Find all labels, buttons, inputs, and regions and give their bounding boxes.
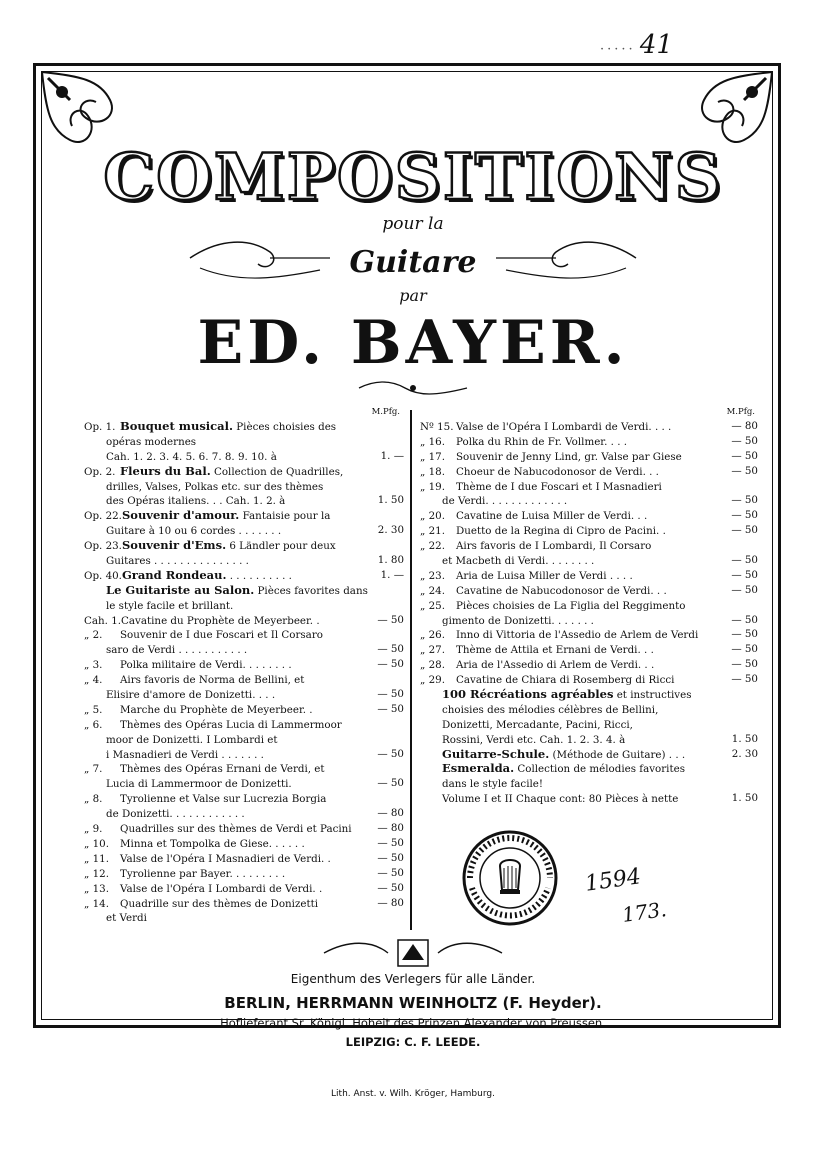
entry-text [84, 836, 352, 852]
catalogue-entry [420, 627, 758, 642]
catalogue-entry [420, 776, 758, 791]
entry-text [420, 627, 706, 643]
entry-description: gimento de Donizetti. . . . . . . [442, 614, 594, 627]
entry-description: Quadrilles sur des thèmes de Verdi et Pacini [120, 823, 352, 836]
entry-description: Pièces favorites dans [254, 584, 368, 597]
entry-description: Collection de Quadrilles, [210, 465, 344, 478]
entry-number: „ 2. [84, 629, 103, 642]
entry-description: Tyrolienne par Bayer. . . . . . . . . [120, 867, 286, 880]
entry-text [84, 791, 352, 807]
entry-price: — 50 [731, 568, 758, 581]
entry-price: — 50 [731, 554, 758, 567]
entry-text [84, 598, 352, 614]
publisher-emblem [318, 936, 508, 970]
entry-price: 1. 50 [731, 732, 758, 745]
entry-price: — 50 [731, 494, 758, 507]
composer-name: ED. BAYER. [197, 308, 629, 378]
entry-text [84, 627, 352, 643]
entry-number: „ 10. [84, 837, 109, 850]
entry-description: et Verdi [106, 912, 147, 925]
entry-text [84, 508, 352, 524]
entry-text [84, 851, 352, 867]
catalogue-entry [420, 538, 758, 553]
catalogue-entry [84, 627, 404, 642]
publisher-warrant: Hoflieferant Sr. Königl. Hoheit des Prinzen Alexander von Preussen. [220, 1016, 606, 1030]
catalogue-entry [84, 553, 404, 568]
divider-ornament [355, 378, 471, 398]
column-divider [410, 410, 412, 930]
left-catalogue-column [84, 419, 404, 925]
entry-number: „ 25. [420, 599, 445, 612]
entry-text [84, 523, 352, 539]
entry-number: „ 16. [420, 435, 445, 448]
entry-description: 6 Ländler pour deux [226, 540, 336, 553]
catalogue-entry [84, 821, 404, 836]
entry-description: Valse de l'Opéra I Masnadieri de Verdi. . [120, 852, 331, 865]
entry-description: Tyrolienne et Valse sur Lucrezia Borgia [120, 793, 327, 806]
entry-number: „ 28. [420, 659, 445, 672]
publisher-rights: Eigenthum des Verlegers für alle Länder. [290, 972, 536, 986]
entry-text [420, 776, 706, 792]
publisher-leipzig: LEIPZIG: C. F. LEEDE. [345, 1035, 481, 1049]
entry-number: „ 18. [420, 465, 445, 478]
entry-description: i Masnadieri de Verdi . . . . . . . [106, 748, 264, 761]
entry-text [420, 493, 706, 509]
entry-description: Polka du Rhin de Fr. Vollmer. . . . [456, 435, 628, 448]
entry-description: Donizetti, Mercadante, Pacini, Ricci, [442, 718, 633, 731]
entry-description: Marche du Prophète de Meyerbeer. . [120, 703, 313, 716]
entry-text [84, 821, 352, 837]
entry-price: — 50 [731, 628, 758, 641]
right-catalogue-column [420, 419, 758, 806]
entry-number: „ 7. [84, 763, 103, 776]
entry-description: choisies des mélodies célèbres de Bellini, [442, 703, 659, 716]
entry-description: Aria de l'Assedio di Arlem de Verdi. . . [456, 659, 655, 672]
catalogue-entry [84, 613, 404, 628]
catalogue-entry [420, 687, 758, 702]
entry-text [420, 672, 706, 688]
entry-text [84, 881, 352, 897]
entry-text [420, 642, 706, 658]
catalogue-entry [420, 434, 758, 449]
entry-title: Grand Rondeau. [121, 567, 227, 582]
handwritten-shelfmark-top: 1594 [583, 864, 643, 897]
entry-price: 1. 50 [731, 792, 758, 805]
entry-text [84, 553, 352, 569]
entry-price: 1. 80 [377, 554, 404, 567]
entry-number: „ 14. [84, 897, 109, 910]
entry-description: moor de Donizetti. I Lombardi et [106, 733, 278, 746]
entry-price: — 50 [377, 643, 404, 656]
entry-description: saro de Verdi . . . . . . . . . . . [106, 644, 248, 657]
entry-text [420, 568, 706, 584]
currency-header-right: M.Pfg. [726, 407, 755, 417]
catalogue-entry [420, 553, 758, 568]
publisher-name: BERLIN, HERRMANN WEINHOLTZ (F. Heyder). [224, 994, 602, 1012]
entry-text [84, 747, 352, 763]
entry-text [420, 761, 706, 777]
entry-text [420, 747, 706, 763]
entry-text [84, 672, 352, 688]
catalogue-entry [84, 642, 404, 657]
entry-price: — 80 [731, 420, 758, 432]
catalogue-note: ····· 41 [600, 30, 673, 60]
catalogue-entry [420, 479, 758, 494]
entry-description: Valse de l'Opéra I Lombardi de Verdi. . . . [456, 421, 672, 433]
catalogue-entry [84, 761, 404, 776]
catalogue-entry [84, 896, 404, 911]
catalogue-entry [84, 687, 404, 702]
entry-number: Op. 22. [84, 510, 122, 523]
entry-number: „ 26. [420, 629, 445, 642]
entry-text [84, 776, 352, 792]
entry-description: Thèmes des Opéras Lucia di Lammermoor [120, 718, 342, 731]
catalogue-entry [84, 583, 404, 598]
entry-price: 2. 30 [377, 524, 404, 537]
entry-number: „ 12. [84, 867, 109, 880]
entry-number: „ 22. [420, 540, 445, 553]
entry-price: — 50 [377, 866, 404, 879]
entry-text [420, 479, 706, 495]
catalogue-entry [84, 747, 404, 762]
entry-text [420, 613, 706, 629]
catalogue-entry [84, 836, 404, 851]
catalogue-entry [84, 717, 404, 732]
catalogue-entry [420, 598, 758, 613]
catalogue-entry [84, 493, 404, 508]
entry-text [84, 761, 352, 777]
catalogue-entry [420, 493, 758, 508]
entry-text [84, 806, 352, 822]
catalogue-entry [420, 464, 758, 479]
entry-number: Op. 23. [84, 540, 122, 553]
catalogue-entry [84, 598, 404, 613]
entry-description: et Macbeth di Verdi. . . . . . . . [442, 555, 595, 568]
entry-description: Airs favoris de I Lombardi, Il Corsaro [456, 540, 652, 553]
entry-text [420, 732, 706, 748]
catalogue-entry [84, 523, 404, 538]
pour-la-text: pour la [382, 214, 444, 234]
entry-description: dans le style facile! [442, 778, 544, 791]
entry-title: Souvenir d'Ems. [121, 538, 227, 553]
entry-price: — 50 [731, 434, 758, 447]
entry-description: Souvenir de Jenny Lind, gr. Valse par Giese [456, 450, 682, 463]
entry-description: Airs favoris de Norma de Bellini, et [120, 674, 305, 687]
entry-description: Duetto de la Regina di Cipro de Pacini. . [456, 525, 666, 538]
entry-description: Pièces choisies de La Figlia del Reggimento [456, 599, 686, 612]
entry-description: Fantaisie pour la [239, 510, 331, 523]
entry-price: — 50 [731, 449, 758, 462]
catalogue-entry [420, 747, 758, 762]
entry-description: Rossini, Verdi etc. Cah. 1. 2. 3. 4. à [442, 733, 626, 746]
entry-price: — 50 [377, 613, 404, 626]
catalogue-entry [420, 568, 758, 583]
par-text: par [399, 286, 427, 305]
entry-title: 100 Récréations agréables [442, 687, 614, 702]
entry-description: Cavatine du Prophète de Meyerbeer. . [121, 614, 320, 627]
entry-number: Cah. 1. [84, 614, 122, 627]
entry-text [420, 508, 706, 524]
entry-text [420, 598, 706, 614]
entry-title: Guitarre-Schule. [442, 746, 550, 761]
catalogue-entry [84, 881, 404, 896]
entry-text [420, 419, 706, 435]
entry-number: „ 9. [84, 823, 103, 836]
entry-price: 1. 50 [377, 494, 404, 507]
entry-description: Choeur de Nabucodonosor de Verdi. . . [456, 465, 659, 478]
entry-text [84, 910, 352, 926]
entry-title: Esmeralda. [442, 761, 515, 776]
entry-number: „ 19. [420, 480, 445, 493]
library-stamp [460, 828, 560, 928]
entry-price: — 50 [377, 836, 404, 849]
entry-description: drilles, Valses, Polkas etc. sur des thèmes [106, 480, 324, 493]
entry-text [84, 464, 352, 480]
entry-price: — 50 [731, 643, 758, 656]
entry-description: Valse de l'Opéra I Lombardi de Verdi. . [120, 882, 323, 895]
catalogue-entry [84, 434, 404, 449]
catalogue-entry [84, 806, 404, 821]
entry-number: „ 21. [420, 525, 445, 538]
catalogue-entry [420, 449, 758, 464]
catalogue-entry [420, 523, 758, 538]
catalogue-entry [420, 419, 758, 434]
entry-description: Aria de Luisa Miller de Verdi . . . . [456, 569, 633, 582]
entry-price: — 50 [377, 881, 404, 894]
entry-description: Thèmes des Opéras Ernani de Verdi, et [120, 763, 325, 776]
entry-description: Polka militaire de Verdi. . . . . . . . [120, 659, 292, 672]
entry-description: (Méthode de Guitare) . . . [549, 748, 686, 761]
entry-description: Quadrille sur des thèmes de Donizetti [120, 897, 319, 910]
entry-text [84, 702, 352, 718]
catalogue-entry [84, 568, 404, 583]
entry-text [84, 657, 352, 673]
catalogue-entry [84, 538, 404, 553]
instrument-title: Guitare [349, 245, 477, 280]
entry-number: „ 27. [420, 644, 445, 657]
entry-price: — 50 [377, 688, 404, 701]
entry-title: Le Guitariste au Salon. [106, 582, 255, 597]
entry-price: 1. — [380, 568, 404, 581]
entry-text [84, 538, 352, 554]
entry-number: „ 17. [420, 450, 445, 463]
entry-price: — 80 [377, 896, 404, 909]
catalogue-entry [84, 464, 404, 479]
entry-number: „ 8. [84, 793, 103, 806]
entry-price: — 80 [377, 807, 404, 820]
entry-number: Op. 40. [84, 569, 122, 582]
entry-description: Pièces choisies des [232, 421, 337, 433]
entry-description: Collection de mélodies favorites [514, 763, 685, 776]
entry-number: „ 24. [420, 584, 445, 597]
entry-number: Nº 15. [420, 421, 454, 433]
entry-description: et instructives [613, 689, 692, 702]
entry-price: — 50 [731, 509, 758, 522]
entry-text [84, 568, 352, 584]
entry-description: Cavatine de Nabucodonosor de Verdi. . . [456, 584, 667, 597]
entry-text [84, 434, 352, 450]
entry-price: — 50 [377, 747, 404, 760]
entry-text [420, 583, 706, 599]
catalogue-entry [420, 702, 758, 717]
entry-description: de Donizetti. . . . . . . . . . . . [106, 808, 245, 821]
entry-text [420, 434, 706, 450]
entry-price: 1. — [380, 449, 404, 462]
entry-description: des Opéras italiens. . . Cah. 1. 2. à [106, 495, 286, 508]
entry-description: Volume I et II Chaque cont: 80 Pièces à nette [442, 793, 679, 806]
catalogue-entry [84, 657, 404, 672]
catalogue-entry [84, 791, 404, 806]
entry-description: Inno di Vittoria de l'Assedio de Arlem de Verdi [456, 629, 699, 642]
entry-text [420, 657, 706, 673]
entry-text [84, 732, 352, 748]
entry-number: „ 13. [84, 882, 109, 895]
entry-text [420, 791, 706, 807]
entry-description: de Verdi. . . . . . . . . . . . . [442, 495, 568, 508]
catalogue-entry [84, 479, 404, 494]
entry-description: Cavatine de Luisa Miller de Verdi. . . [456, 510, 648, 523]
entry-description: le style facile et brillant. [106, 599, 234, 612]
catalogue-entry [420, 732, 758, 747]
entry-description: Guitares . . . . . . . . . . . . . . . [106, 555, 249, 568]
catalogue-entry [84, 851, 404, 866]
entry-number: „ 6. [84, 718, 103, 731]
currency-header-left: M.Pfg. [371, 407, 400, 417]
entry-description: Cah. 1. 2. 3. 4. 5. 6. 7. 8. 9. 10. à [106, 450, 277, 463]
entry-text [84, 896, 352, 912]
catalogue-entry [420, 791, 758, 806]
entry-text [84, 687, 352, 703]
catalogue-entry [420, 717, 758, 732]
entry-description: Lucia di Lammermoor de Donizetti. [106, 778, 292, 791]
catalogue-entry [84, 419, 404, 434]
entry-price: — 80 [377, 822, 404, 835]
entry-description: Minna et Tompolka de Giese. . . . . . [120, 837, 305, 850]
catalogue-entry [84, 702, 404, 717]
entry-text [84, 582, 368, 599]
entry-text [420, 449, 706, 465]
entry-text [84, 642, 352, 658]
entry-text [84, 717, 352, 733]
entry-title: Souvenir d'amour. [121, 508, 240, 523]
entry-text [84, 493, 352, 509]
entry-text [420, 538, 706, 554]
entry-price: — 50 [731, 613, 758, 626]
entry-number: „ 4. [84, 674, 103, 687]
catalogue-entry [420, 672, 758, 687]
entry-number: „ 20. [420, 510, 445, 523]
entry-number: „ 29. [420, 674, 445, 687]
entry-price: — 50 [731, 673, 758, 686]
entry-description: opéras modernes [106, 435, 197, 448]
entry-price: — 50 [377, 658, 404, 671]
catalogue-entry [420, 508, 758, 523]
catalogue-entry [420, 657, 758, 672]
entry-text [420, 464, 706, 480]
catalogue-entry [84, 508, 404, 523]
entry-description: Thème de I due Foscari et I Masnadieri [456, 480, 662, 493]
catalogue-entry [84, 449, 404, 464]
entry-title: Fleurs du Bal. [120, 463, 211, 478]
entry-text [420, 702, 706, 718]
catalogue-entry [420, 642, 758, 657]
catalogue-entry [84, 732, 404, 747]
catalogue-entry [84, 672, 404, 687]
handwritten-shelfmark-bottom: 173. [620, 897, 668, 927]
entry-text [84, 419, 352, 435]
entry-price: — 50 [731, 583, 758, 596]
entry-number: „ 3. [84, 659, 103, 672]
entry-number: „ 11. [84, 852, 109, 865]
entry-price: — 50 [731, 524, 758, 537]
entry-description: Guitare à 10 ou 6 cordes . . . . . . . [106, 525, 282, 538]
printer-credit: Lith. Anst. v. Wilh. Kröger, Hamburg. [331, 1089, 495, 1099]
catalogue-entry [84, 776, 404, 791]
entry-text [84, 866, 352, 882]
entry-text [420, 687, 706, 703]
entry-title: Bouquet musical. [120, 419, 233, 433]
entry-description: Thème de Attila et Ernani de Verdi. . . [456, 644, 654, 657]
entry-text [420, 523, 706, 539]
entry-text [84, 449, 352, 465]
entry-number: Op. 1. [84, 421, 116, 433]
entry-description: . . . . . . . . . . [226, 569, 292, 582]
entry-text [420, 717, 706, 733]
entry-price: — 50 [731, 658, 758, 671]
catalogue-entry [420, 583, 758, 598]
catalogue-entry [84, 866, 404, 881]
entry-number: „ 5. [84, 703, 103, 716]
entry-text [420, 553, 706, 569]
entry-description: Cavatine de Chiara di Rosemberg di Ricci [456, 674, 675, 687]
entry-price: — 50 [731, 464, 758, 477]
entry-description: Souvenir de I due Foscari et Il Corsaro [120, 629, 323, 642]
catalogue-entry [420, 761, 758, 776]
catalogue-entry [420, 613, 758, 628]
catalogue-entry [84, 910, 404, 925]
entry-number: „ 23. [420, 569, 445, 582]
entry-text [84, 613, 352, 629]
page-title: COMPOSITIONS [103, 140, 723, 215]
entry-price: — 50 [377, 777, 404, 790]
entry-number: Op. 2. [84, 465, 116, 478]
entry-price: — 50 [377, 702, 404, 715]
entry-price: 2. 30 [731, 747, 758, 760]
entry-description: Elisire d'amore de Donizetti. . . . [106, 689, 276, 702]
entry-text [84, 479, 352, 495]
entry-price: — 50 [377, 851, 404, 864]
